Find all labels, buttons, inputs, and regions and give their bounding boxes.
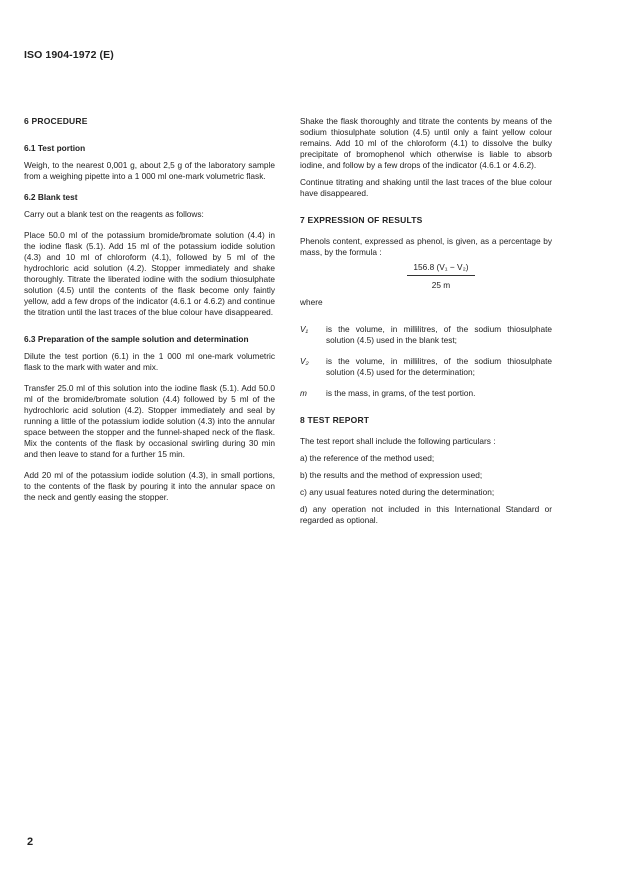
section-6-1-title: 6.1 Test portion <box>24 143 86 153</box>
formula-numerator: 156.8 (V₁ − V₂) <box>407 262 474 276</box>
section-6-1-text: Weigh, to the nearest 0,001 g, about 2,5 g of the laboratory sample from a weighing pipette into a 1 000 ml one-mark volumetric flask. <box>24 160 275 181</box>
section-6-2-text: Place 50.0 ml of the potassium bromide/bromate solution (4.4) in the iodine flask (5.1). Add 15 ml of the potassium iodide solution (4.3) and 10 ml of chloroform (4.1), followed by 5 ml of the hydrochloric acid solution (4.2). Stopper immediately and shake thoroughly. Titrate the liberated iodine with the sodium thiosulphate solution (4.5) until the contents of the flask become only faintly yellow, add a few drops of the indicator (4.6.1 or 4.6.2) and continue the titration until the last traces of the blue colour have disappeared. <box>24 230 275 317</box>
section-8-intro: The test report shall include the following particulars : <box>300 436 496 446</box>
definition-v2 <box>300 356 552 378</box>
section-6-2-intro: Carry out a blank test on the reagents as follows: <box>24 209 204 219</box>
continuation-text-1: Shake the flask thoroughly and titrate the contents by means of the sodium thiosulphate solution (4.5) until only a faint yellow colour remains. Add 10 ml of the chloroform (4.1) to dissolve the bulky precipitate of bromophenol which otherwise is liable to absorb iodine, and follow by a few drops of the indicator (4.6.1 or 4.6.2). <box>300 116 552 170</box>
definition-text: is the mass, in grams, of the test portion. <box>326 388 476 398</box>
section-6-2-title: 6.2 Blank test <box>24 192 78 202</box>
formula-denominator: 25 m <box>431 280 451 290</box>
report-item-b: b) the results and the method of expression used; <box>300 470 483 480</box>
section-7-title: 7 EXPRESSION OF RESULTS <box>300 215 423 225</box>
section-6-3-title: 6.3 Preparation of the sample solution and determination <box>24 334 249 344</box>
phenol-formula <box>300 262 552 291</box>
continuation-text-2: Continue titrating and shaking until the last traces of the blue colour have disappeared. <box>300 177 552 198</box>
definition-m <box>300 388 552 399</box>
document-header: ISO 1904-1972 (E) <box>24 49 114 61</box>
section-6-3-text-2: Transfer 25.0 ml of this solution into the iodine flask (5.1). Add 50.0 ml of the bromide/bromate solution (4.4) followed by 5 ml of the hydrochloric acid solution (4.2). Stopper immediately and seal by running a little of the potassium iodide solution (4.3) into the annular space between the stopper and the funnel-shaped neck of the flask. Mix the contents of the flask by occasional swirling during 30 min and then leave to stand for a further 15 min. <box>24 383 275 459</box>
report-item-d: d) any operation not included in this International Standard or regarded as optional. <box>300 504 552 525</box>
section-8-title: 8 TEST REPORT <box>300 415 370 425</box>
right-column <box>300 116 552 526</box>
section-6-3-text-1: Dilute the test portion (6.1) in the 1 000 ml one-mark volumetric flask to the mark with water and mix. <box>24 351 275 372</box>
report-item-a: a) the reference of the method used; <box>300 453 435 463</box>
definition-symbol: V₂ <box>300 356 309 366</box>
definition-text: is the volume, in millilitres, of the sodium thiosulphate solution (4.5) used in the blank test; <box>326 324 552 345</box>
section-6-3-text-3: Add 20 ml of the potassium iodide solution (4.3), in small portions, to the contents of the flask by pouring it into the annular space on the neck and gently easing the stopper. <box>24 470 275 502</box>
definition-v1 <box>300 324 552 346</box>
left-column <box>24 116 275 503</box>
definition-symbol: m <box>300 388 307 398</box>
where-label: where <box>300 297 323 307</box>
report-item-c: c) any usual features noted during the determination; <box>300 487 495 497</box>
definition-text: is the volume, in millilitres, of the sodium thiosulphate solution (4.5) used for the determination; <box>326 356 552 377</box>
definition-symbol: V₁ <box>300 324 309 334</box>
page-number: 2 <box>27 836 34 848</box>
section-6-title: 6 PROCEDURE <box>24 116 88 126</box>
section-7-text: Phenols content, expressed as phenol, is given, as a percentage by mass, by the formula : <box>300 236 552 257</box>
